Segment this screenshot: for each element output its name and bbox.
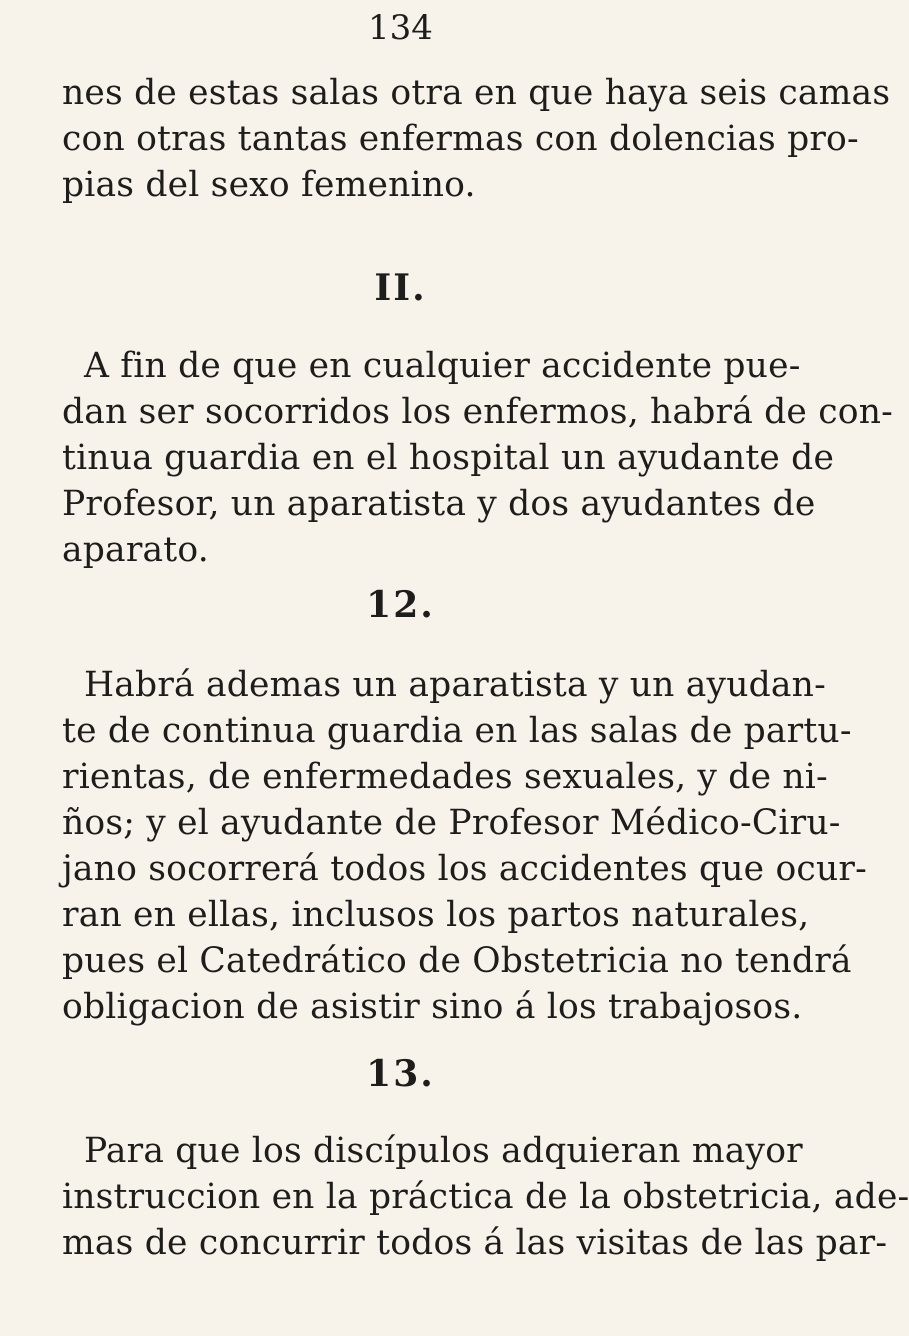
paragraph-12	[62, 662, 867, 1030]
text-line: Habrá ademas un aparatista y un ayudan-	[84, 665, 826, 705]
section-number-11: II.	[374, 267, 427, 309]
section-number-13: 13.	[366, 1053, 435, 1095]
text-line: jano socorrerá todos los accidentes que ocur-	[62, 849, 867, 889]
page-number: 134	[368, 8, 433, 48]
text-line: pias del sexo femenino.	[62, 165, 476, 205]
text-line: pues el Catedrático de Obstetricia no tendrá	[62, 941, 852, 981]
text-line: A fin de que en cualquier accidente pue-	[84, 346, 801, 386]
text-line: nes de estas salas otra en que haya seis camas	[62, 73, 891, 113]
text-line: mas de concurrir todos á las visitas de las par-	[62, 1223, 888, 1263]
paragraph-13	[62, 1128, 909, 1266]
paragraph-11	[62, 343, 893, 573]
text-line: rientas, de enfermedades sexuales, y de ni-	[62, 757, 828, 797]
text-line: aparato.	[62, 530, 209, 570]
text-line: Para que los discípulos adquieran mayor	[84, 1131, 803, 1171]
text-line: con otras tantas enfermas con dolencias pro-	[62, 119, 859, 159]
text-line: tinua guardia en el hospital un ayudante de	[62, 438, 835, 478]
text-line: obligacion de asistir sino á los trabajosos.	[62, 987, 803, 1027]
text-line: ran en ellas, inclusos los partos naturales,	[62, 895, 810, 935]
section-number-12: 12.	[366, 584, 435, 626]
text-line: Profesor, un aparatista y dos ayudantes de	[62, 484, 816, 524]
paragraph-continuation	[62, 70, 891, 208]
text-line: ños; y el ayudante de Profesor Médico-Ciru-	[62, 803, 841, 843]
text-line: te de continua guardia en las salas de partu-	[62, 711, 852, 751]
text-line: instruccion en la práctica de la obstetricia, ade-	[62, 1177, 909, 1217]
text-line: dan ser socorridos los enfermos, habrá de con-	[62, 392, 893, 432]
